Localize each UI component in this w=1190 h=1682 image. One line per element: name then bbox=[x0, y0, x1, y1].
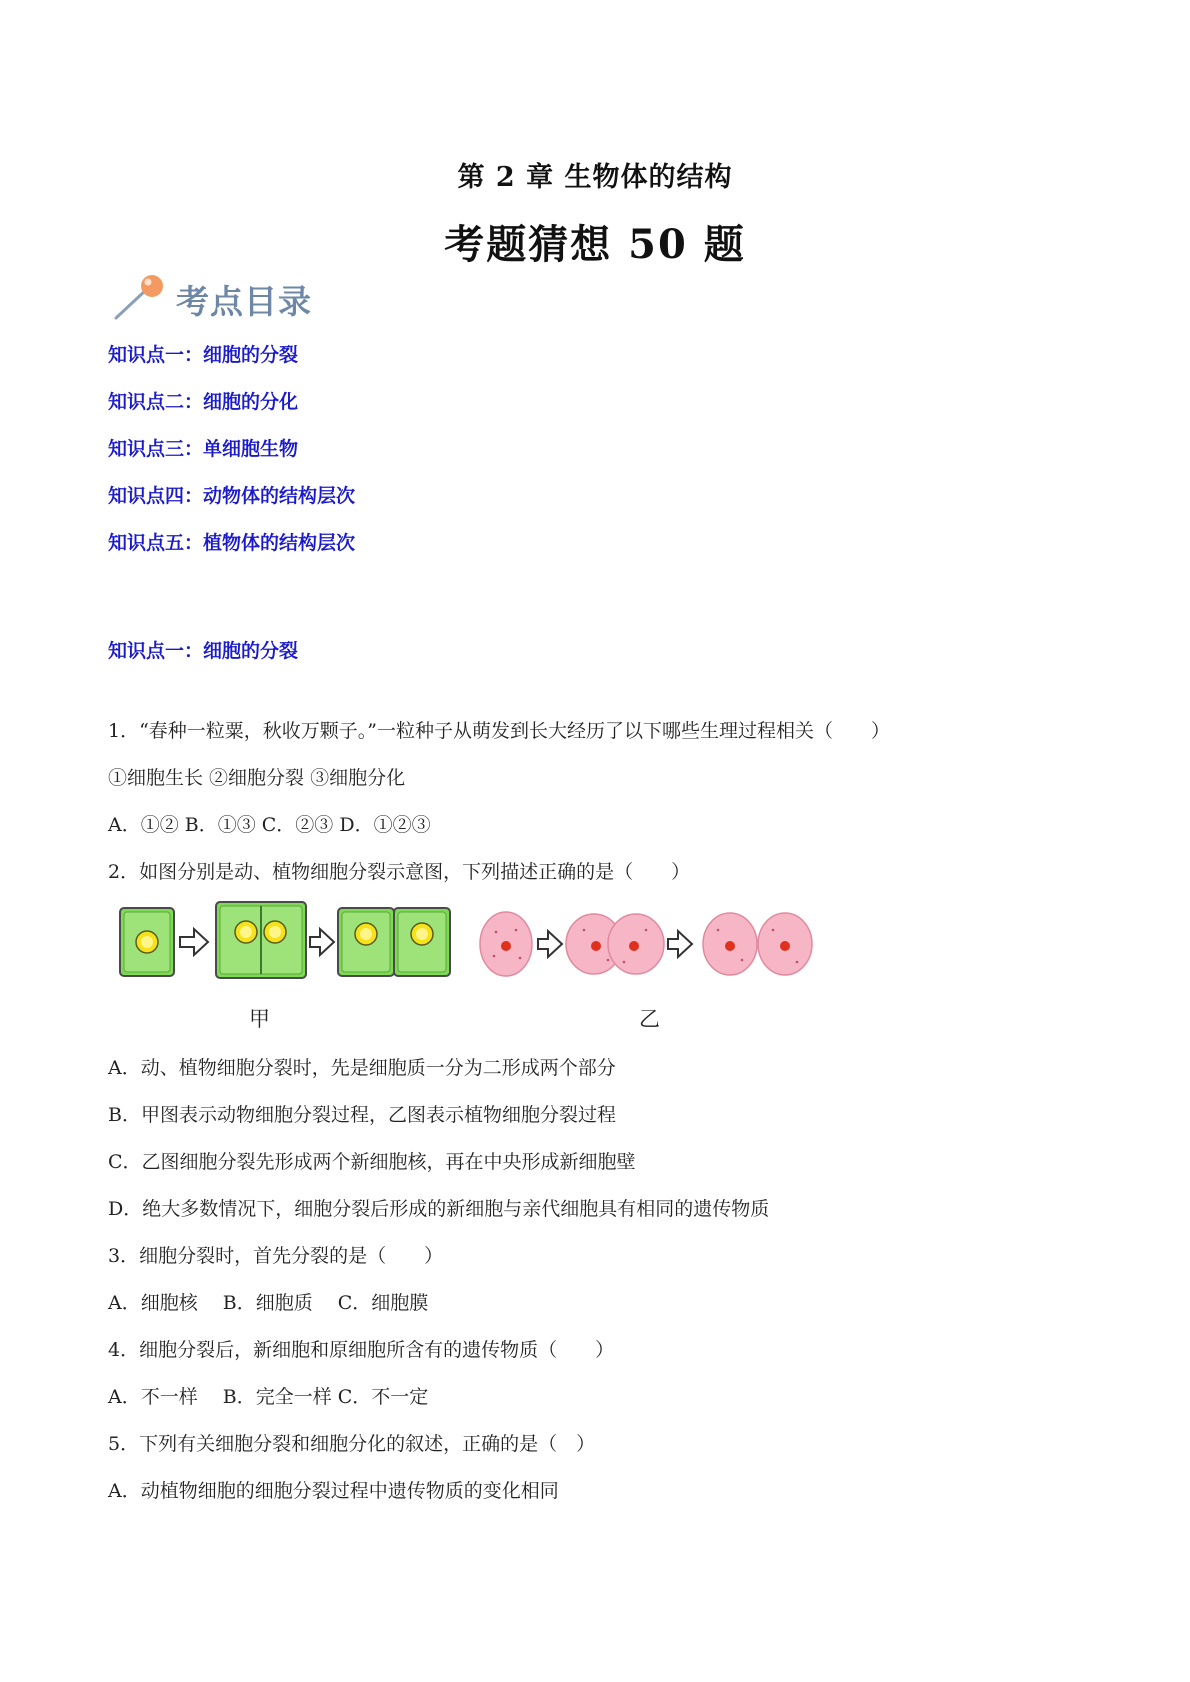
figure-label-jia: 甲 bbox=[249, 1007, 270, 1031]
figure-label-yi: 乙 bbox=[639, 1007, 660, 1031]
q1-stem: 1．“春种一粒粟，秋收万颗子。”一粒种子从萌发到长大经历了以下哪些生理过程相关（ ） bbox=[108, 720, 891, 742]
toc-item-2[interactable]: 知识点二：细胞的分化 bbox=[108, 391, 299, 413]
q5-option-a: A．动植物细胞的细胞分裂过程中遗传物质的变化相同 bbox=[108, 1480, 559, 1502]
plant-cell-sequence bbox=[120, 902, 450, 978]
q3-options: A．细胞核 B．细胞质 C．细胞膜 bbox=[108, 1292, 429, 1314]
q4-stem: 4．细胞分裂后，新细胞和原细胞所含有的遗传物质（ ） bbox=[108, 1339, 615, 1361]
main-title: 考题猜想 50 题 bbox=[444, 221, 746, 268]
q4-options: A．不一样 B．完全一样 C．不一定 bbox=[108, 1386, 429, 1408]
toc-item-4[interactable]: 知识点四：动物体的结构层次 bbox=[108, 485, 356, 507]
q2-option-a: A．动、植物细胞分裂时，先是细胞质一分为二形成两个部分 bbox=[108, 1057, 616, 1079]
q1-options: A．①② B．①③ C．②③ D．①②③ bbox=[108, 814, 431, 836]
toc-item-5[interactable]: 知识点五：植物体的结构层次 bbox=[108, 532, 356, 554]
cell-division-figure bbox=[118, 900, 838, 1030]
q3-stem: 3．细胞分裂时，首先分裂的是（ ） bbox=[108, 1245, 444, 1267]
q2-option-d: D．绝大多数情况下，细胞分裂后形成的新细胞与亲代细胞具有相同的遗传物质 bbox=[108, 1198, 770, 1220]
toc-item-3[interactable]: 知识点三：单细胞生物 bbox=[108, 438, 299, 460]
animal-cell-sequence bbox=[480, 912, 812, 976]
toc-item-1[interactable]: 知识点一：细胞的分裂 bbox=[108, 344, 299, 366]
pin-icon bbox=[112, 272, 172, 322]
q2-option-b: B．甲图表示动物细胞分裂过程，乙图表示植物细胞分裂过程 bbox=[108, 1104, 616, 1126]
section-heading: 知识点一：细胞的分裂 bbox=[108, 640, 299, 662]
toc-heading: 考点目录 bbox=[176, 282, 312, 321]
toc-header bbox=[112, 272, 372, 322]
q5-stem: 5．下列有关细胞分裂和细胞分化的叙述，正确的是（ ） bbox=[108, 1433, 596, 1455]
q2-stem: 2．如图分别是动、植物细胞分裂示意图，下列描述正确的是（ ） bbox=[108, 861, 691, 883]
q2-option-c: C．乙图细胞分裂先形成两个新细胞核，再在中央形成新细胞壁 bbox=[108, 1151, 636, 1173]
chapter-title: 第 2 章 生物体的结构 bbox=[457, 162, 733, 193]
q1-items: ①细胞生长 ②细胞分裂 ③细胞分化 bbox=[108, 767, 406, 789]
